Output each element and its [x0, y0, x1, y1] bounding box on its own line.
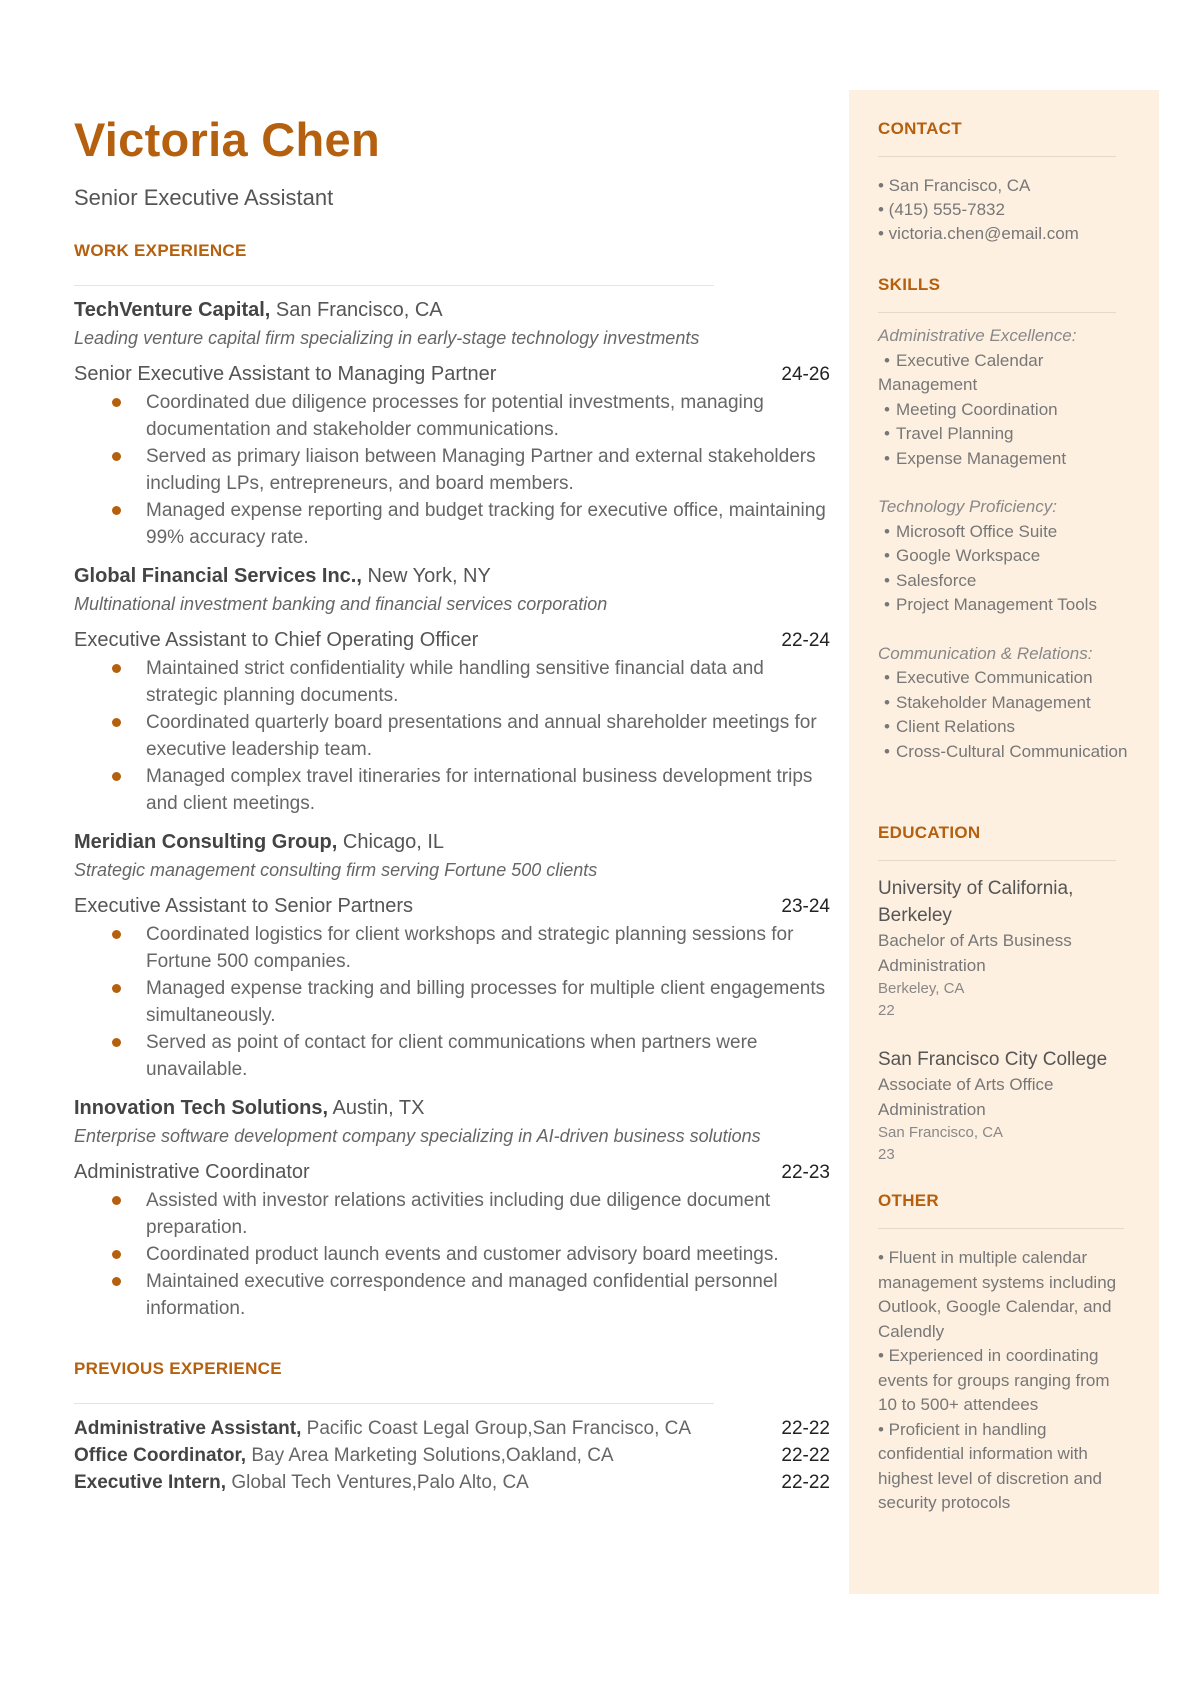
contact-heading: CONTACT	[878, 119, 962, 138]
section-divider	[878, 1228, 1124, 1229]
candidate-headline: Senior Executive Assistant	[74, 185, 334, 210]
role-title: Administrative Coordinator	[74, 1161, 310, 1183]
bullet-dot-icon	[112, 398, 121, 407]
school-location: Berkeley, CA	[878, 980, 965, 997]
achievement-list	[74, 921, 830, 1083]
bullet-dot-icon	[112, 506, 121, 515]
achievement-item: Maintained executive correspondence and managed confidential personnel information.	[74, 1268, 830, 1322]
other-item: • Fluent in multiple calendar management systems including Outlook, Google Calendar, and Calendly	[878, 1248, 1117, 1341]
company-name: TechVenture Capital,	[74, 299, 271, 321]
previous-role-details: Global Tech Ventures,Palo Alto, CA	[226, 1472, 529, 1493]
main-column	[74, 112, 830, 1496]
job-entry	[74, 297, 830, 551]
role-row	[74, 1159, 830, 1186]
other-item: • Proficient in handling confidential information with highest level of discretion and security protocols	[878, 1419, 1102, 1512]
company-line	[74, 563, 830, 589]
achievement-item: Coordinated logistics for client workshops and strategic planning sessions for Fortune 500 companies.	[74, 921, 830, 975]
work-experience-heading: WORK EXPERIENCE	[74, 241, 247, 260]
skill-item: • Microsoft Office Suite	[884, 521, 1058, 541]
role-dates: 23-24	[781, 896, 830, 917]
skill-group	[878, 642, 1133, 765]
bullet-dot-icon	[112, 664, 121, 673]
school-name: San Francisco City College	[878, 1049, 1108, 1070]
bullet-dot-icon	[112, 930, 121, 939]
job-entry	[74, 563, 830, 817]
previous-role-text	[74, 1415, 691, 1442]
previous-role-details: Bay Area Marketing Solutions,Oakland, CA	[246, 1445, 614, 1466]
previous-role-title: Administrative Assistant,	[74, 1418, 302, 1439]
skill-group	[878, 324, 1133, 471]
job-entry	[74, 829, 830, 1083]
bullet-dot-icon	[112, 1038, 121, 1047]
section-divider	[878, 860, 1116, 861]
skill-item: • Salesforce	[884, 570, 977, 590]
school-name: University of California, Berkeley	[878, 878, 1074, 926]
role-row	[74, 361, 830, 388]
skill-item: • Executive Calendar Management	[878, 350, 1044, 394]
section-divider	[878, 312, 1116, 313]
contact-list	[878, 174, 1133, 246]
skill-item: • Executive Communication	[884, 668, 1093, 687]
achievement-item: Served as point of contact for client communications when partners were unavailable.	[74, 1029, 830, 1083]
candidate-name: Victoria Chen	[74, 113, 381, 166]
company-name: Global Financial Services Inc.,	[74, 565, 362, 587]
skills-heading: SKILLS	[878, 275, 941, 294]
skill-item: • Cross-Cultural Communication	[884, 741, 1128, 761]
previous-role-row	[74, 1415, 830, 1442]
previous-role-details: Pacific Coast Legal Group,San Francisco, CA	[301, 1418, 692, 1439]
achievement-list	[74, 1187, 830, 1322]
achievement-item: Coordinated product launch events and customer advisory board meetings.	[74, 1241, 830, 1268]
school-location: San Francisco, CA	[878, 1124, 1004, 1141]
company-description: Leading venture capital firm specializing in early-stage technology investments	[74, 328, 700, 348]
role-title: Senior Executive Assistant to Managing Partner	[74, 363, 497, 385]
skill-category: Communication & Relations:	[878, 643, 1093, 663]
role-title: Executive Assistant to Senior Partners	[74, 895, 414, 917]
skill-group	[878, 495, 1133, 618]
bullet-dot-icon	[112, 1250, 121, 1259]
other-heading: OTHER	[878, 1191, 939, 1210]
role-row	[74, 893, 830, 920]
achievement-item: Coordinated quarterly board presentations and annual shareholder meetings for executive leadership team.	[74, 709, 830, 763]
contact-location: • San Francisco, CA	[878, 176, 1031, 195]
previous-role-text	[74, 1469, 529, 1496]
bullet-dot-icon	[112, 452, 121, 461]
previous-role-text	[74, 1442, 614, 1469]
sidebar-content	[878, 118, 1133, 1516]
skill-item: • Stakeholder Management	[884, 692, 1091, 712]
section-divider	[74, 285, 714, 286]
degree: Associate of Arts Office Administration	[878, 1075, 1054, 1119]
skill-item: • Expense Management	[884, 448, 1067, 468]
achievement-item: Assisted with investor relations activities including due diligence document preparation.	[74, 1187, 830, 1241]
company-line	[74, 1095, 830, 1121]
previous-experience-heading: PREVIOUS EXPERIENCE	[74, 1359, 282, 1378]
section-divider	[878, 156, 1116, 157]
role-dates: 24-26	[781, 364, 830, 385]
other-item: • Experienced in coordinating events for groups ranging from 10 to 500+ attendees	[878, 1346, 1110, 1414]
previous-experience-list	[74, 1415, 830, 1496]
skill-item: • Client Relations	[884, 717, 1016, 736]
education-entry	[878, 875, 1133, 1022]
previous-role-dates: 22-22	[781, 1472, 830, 1493]
role-dates: 22-23	[781, 1162, 830, 1183]
bullet-dot-icon	[112, 1196, 121, 1205]
sidebar	[849, 90, 1159, 1594]
achievement-item: Served as primary liaison between Managing Partner and external stakeholders including LPs, entrepreneurs, and board members.	[74, 443, 830, 497]
company-location: Austin, TX	[328, 1097, 425, 1119]
skill-item: • Google Workspace	[884, 546, 1041, 565]
achievement-item: Managed complex travel itineraries for international business development trips and client meetings.	[74, 763, 830, 817]
skill-category: Technology Proficiency:	[878, 497, 1057, 516]
education-heading: EDUCATION	[878, 823, 981, 842]
skill-item: • Meeting Coordination	[884, 399, 1058, 419]
achievement-item: Coordinated due diligence processes for potential investments, managing documentation and stakeholder communications.	[74, 389, 830, 443]
graduation-year: 22	[878, 1002, 895, 1019]
company-description: Multinational investment banking and financial services corporation	[74, 594, 608, 614]
bullet-dot-icon	[112, 772, 121, 781]
education-entry	[878, 1046, 1133, 1166]
role-row	[74, 627, 830, 654]
role-title: Executive Assistant to Chief Operating Officer	[74, 629, 479, 651]
previous-role-dates: 22-22	[781, 1445, 830, 1466]
company-line	[74, 829, 830, 855]
previous-role-title: Executive Intern,	[74, 1472, 227, 1493]
company-location: Chicago, IL	[337, 831, 445, 853]
achievement-item: Maintained strict confidentiality while handling sensitive financial data and strategic planning documents.	[74, 655, 830, 709]
other-list	[878, 1246, 1133, 1516]
role-dates: 22-24	[781, 630, 830, 651]
job-entry	[74, 1095, 830, 1322]
degree: Bachelor of Arts Business Administration	[878, 931, 1072, 975]
company-location: San Francisco, CA	[270, 299, 443, 321]
previous-role-title: Office Coordinator,	[74, 1445, 247, 1466]
company-name: Innovation Tech Solutions,	[74, 1097, 329, 1119]
graduation-year: 23	[878, 1146, 895, 1163]
achievement-item: Managed expense tracking and billing processes for multiple client engagements simultaneously.	[74, 975, 830, 1029]
skill-item: • Travel Planning	[884, 424, 1014, 443]
company-description: Enterprise software development company specializing in AI-driven business solutions	[74, 1126, 761, 1146]
company-location: New York, NY	[361, 565, 491, 587]
company-name: Meridian Consulting Group,	[74, 831, 338, 853]
previous-role-row	[74, 1442, 830, 1469]
contact-email: • victoria.chen@email.com	[878, 224, 1079, 243]
bullet-dot-icon	[112, 1277, 121, 1286]
previous-role-dates: 22-22	[781, 1418, 830, 1439]
achievement-list	[74, 389, 830, 551]
previous-role-row	[74, 1469, 830, 1496]
achievement-list	[74, 655, 830, 817]
work-experience-list	[74, 297, 830, 1322]
bullet-dot-icon	[112, 718, 121, 727]
bullet-dot-icon	[112, 984, 121, 993]
skill-item: • Project Management Tools	[884, 595, 1097, 614]
achievement-item: Managed expense reporting and budget tracking for executive office, maintaining 99% accuracy rate.	[74, 497, 830, 551]
skill-category: Administrative Excellence:	[878, 326, 1077, 345]
company-description: Strategic management consulting firm serving Fortune 500 clients	[74, 860, 598, 880]
contact-phone: • (415) 555-7832	[878, 200, 1005, 219]
company-line	[74, 297, 830, 323]
section-divider	[74, 1403, 714, 1404]
